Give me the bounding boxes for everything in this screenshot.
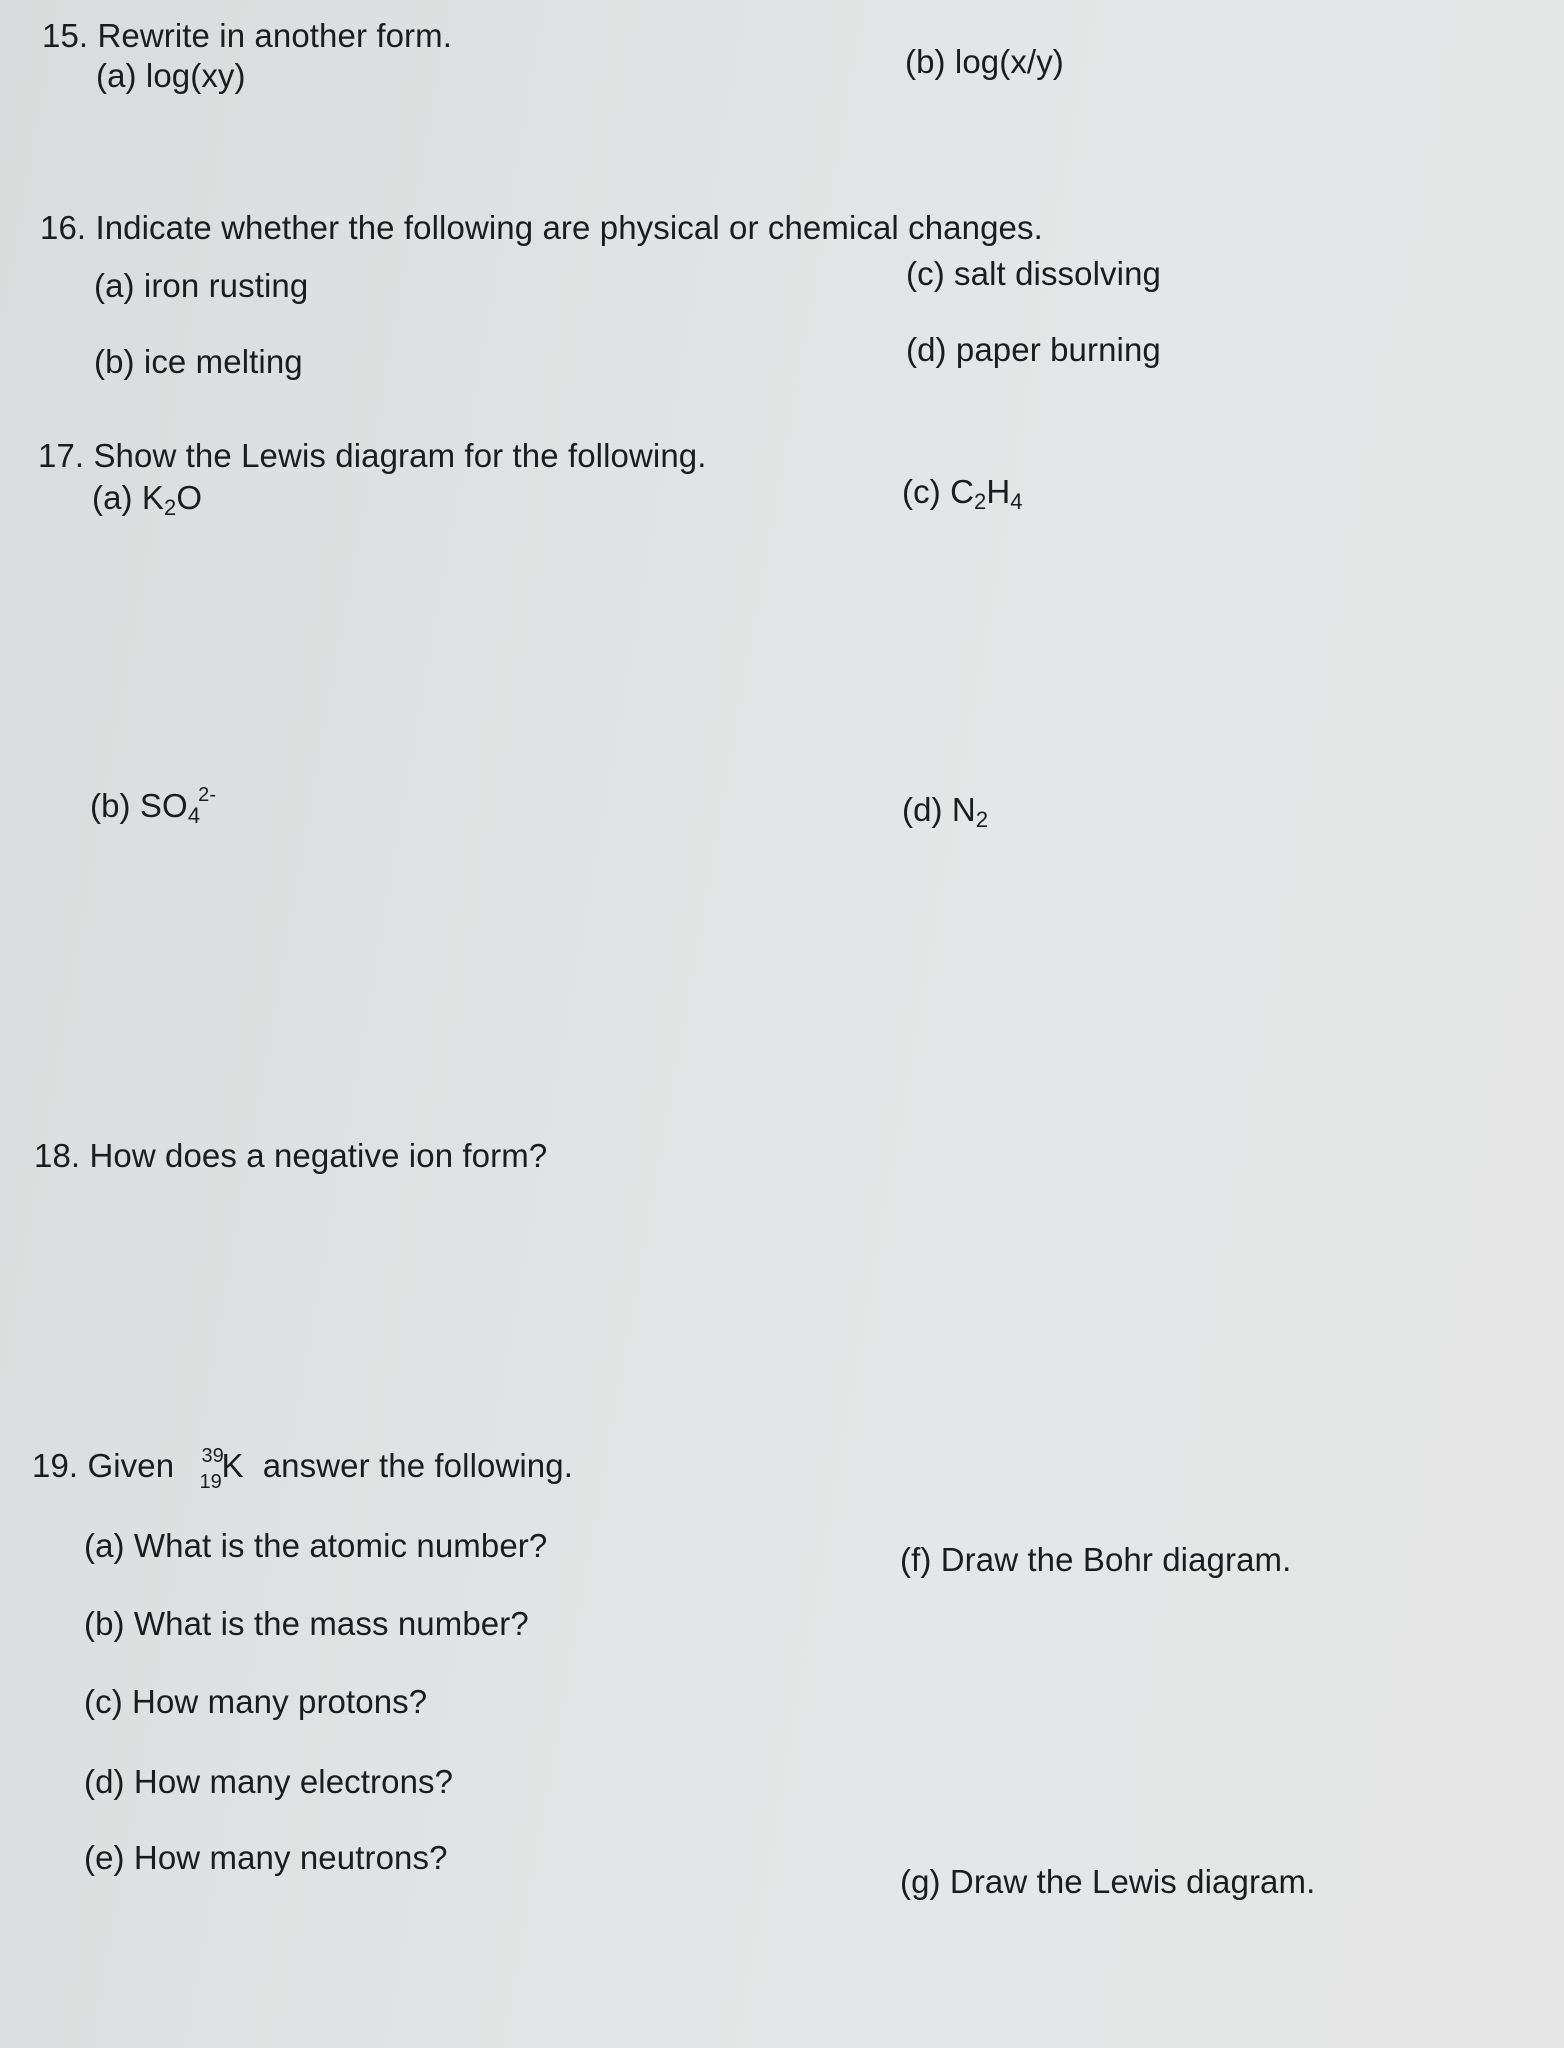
q17-c-label: (c) (902, 473, 941, 510)
nuclide-atomic-number: 19 (199, 1471, 222, 1493)
q15-title: 15. Rewrite in another form. (42, 17, 452, 54)
q19-part-c: (c) How many protons? (84, 1683, 428, 1720)
q17-b-formula: $SO_4^{2-}$ (139, 784, 217, 828)
q16-part-d: (d) paper burning (906, 331, 1161, 368)
q15-part-b: (b) log(x/y) (905, 43, 1064, 80)
q19-title (32, 1445, 573, 1493)
q17-a-label: (a) (92, 479, 133, 516)
q19-part-b: (b) What is the mass number? (84, 1605, 529, 1642)
q17-title: 17. Show the Lewis diagram for the following. (38, 437, 707, 474)
q17-c-formula: $C_2H_4$ (950, 473, 1023, 514)
q17-part-c (902, 472, 1023, 512)
potassium-nuclide-symbol (199, 1445, 247, 1493)
q16-title: 16. Indicate whether the following are physical or chemical changes. (40, 209, 1043, 246)
q19-part-d: (d) How many electrons? (84, 1763, 454, 1800)
q16-part-a: (a) iron rusting (94, 267, 309, 304)
q19-suffix: answer the following. (262, 1447, 573, 1484)
q19-part-f: (f) Draw the Bohr diagram. (900, 1541, 1292, 1578)
q19-part-e: (e) How many neutrons? (84, 1839, 448, 1876)
q17-d-label: (d) (902, 791, 943, 828)
q17-part-d (902, 790, 988, 830)
nuclide-element-symbol: K (221, 1447, 244, 1484)
nuclide-mass-number: 39 (201, 1445, 224, 1467)
q17-d-formula: $N_2$ (951, 791, 989, 832)
q16-part-c: (c) salt dissolving (906, 255, 1161, 292)
q19-prefix: 19. Given (32, 1447, 175, 1484)
q19-part-a: (a) What is the atomic number? (84, 1527, 548, 1564)
q17-part-b (90, 786, 216, 826)
q18-title: 18. How does a negative ion form? (34, 1137, 548, 1174)
q19-part-g: (g) Draw the Lewis diagram. (900, 1863, 1316, 1900)
q17-a-formula: $K_2O$ (141, 479, 203, 520)
q15-part-a: (a) log(xy) (96, 57, 246, 94)
q16-part-b: (b) ice melting (94, 343, 303, 380)
q17-part-a (92, 478, 202, 518)
q17-b-label: (b) (90, 787, 131, 824)
